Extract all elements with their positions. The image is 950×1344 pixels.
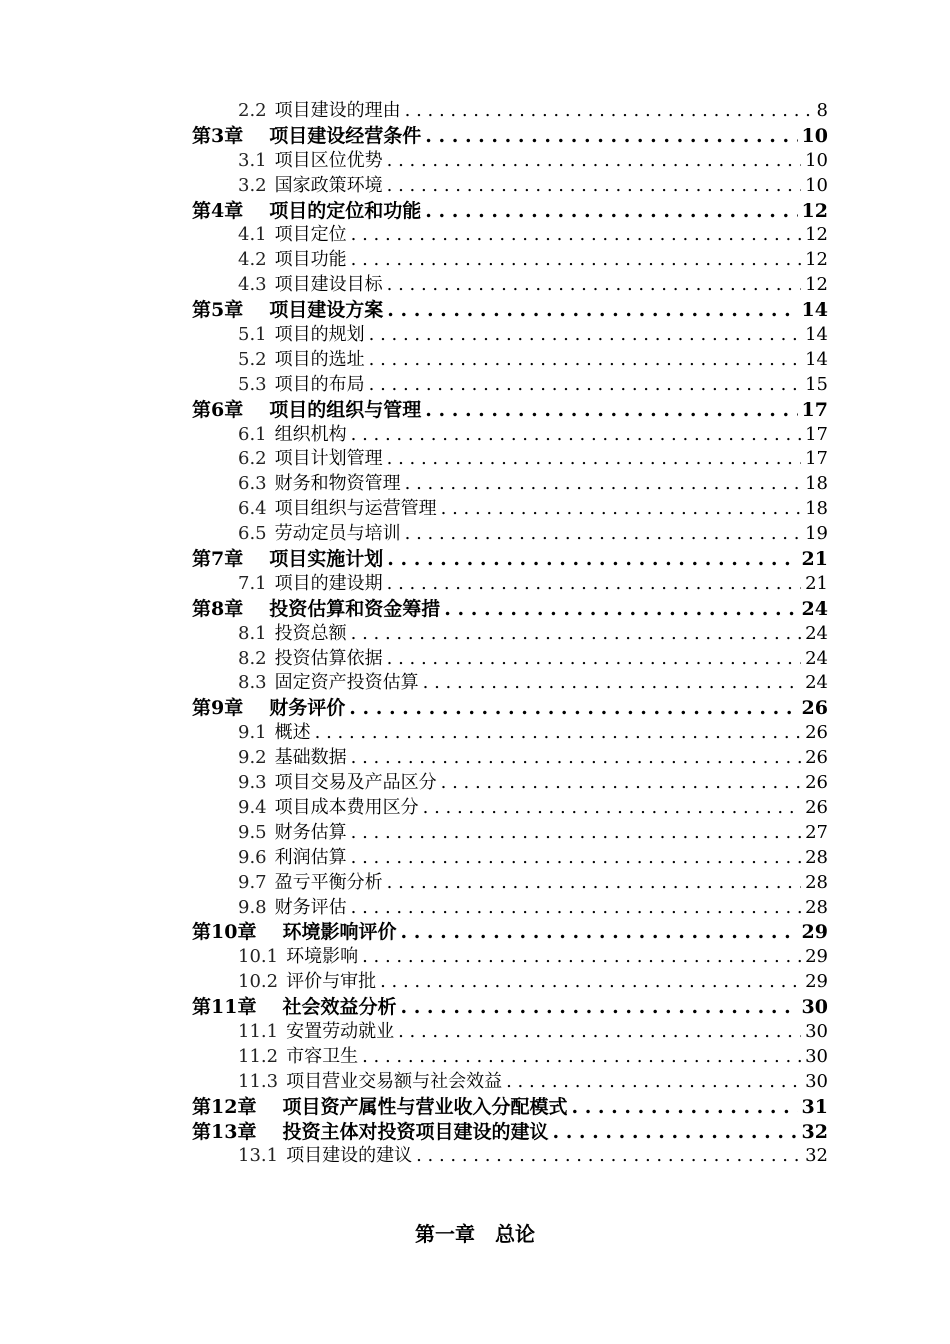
toc-section-entry[interactable] xyxy=(0,522,828,547)
toc-section-entry[interactable] xyxy=(0,796,828,821)
toc-entry-title: 项目建设目标 xyxy=(274,274,383,296)
dot-leader xyxy=(571,1095,797,1120)
dot-leader xyxy=(444,597,797,622)
toc-entry-title: 项目实施计划 xyxy=(269,548,384,571)
toc-entry-number: 8.2 xyxy=(238,647,267,669)
dot-leader xyxy=(441,771,801,796)
toc-entry-title: 社会效益分析 xyxy=(282,996,397,1019)
dot-leader xyxy=(380,970,801,995)
toc-entry-page-number: 24 xyxy=(805,647,828,669)
dot-leader xyxy=(400,920,797,945)
toc-section-entry[interactable] xyxy=(0,423,828,448)
toc-entry-title: 项目区位优势 xyxy=(274,149,383,171)
toc-entry-number: 9.8 xyxy=(238,896,267,918)
dot-leader xyxy=(351,248,801,273)
toc-section-entry[interactable] xyxy=(0,223,828,248)
toc-section-entry[interactable] xyxy=(0,846,828,871)
toc-entry-page-number: 32 xyxy=(801,1120,828,1143)
dot-leader xyxy=(351,896,801,921)
dot-leader xyxy=(405,99,813,124)
toc-entry-number: 第8章 xyxy=(192,597,244,620)
toc-entry-title: 市容卫生 xyxy=(286,1045,359,1067)
toc-entry-title: 项目的选址 xyxy=(274,348,365,370)
dot-leader xyxy=(351,846,801,871)
table-of-contents xyxy=(0,99,950,1169)
toc-entry-number: 13.1 xyxy=(238,1145,279,1167)
toc-entry-number: 第6章 xyxy=(192,398,244,421)
toc-entry-number: 6.2 xyxy=(238,448,267,470)
dot-leader xyxy=(405,522,801,547)
toc-entry-title: 盈亏平衡分析 xyxy=(274,871,383,893)
toc-entry-page-number: 14 xyxy=(805,324,828,346)
toc-entry-page-number: 29 xyxy=(805,946,828,968)
toc-entry-page-number: 28 xyxy=(805,846,828,868)
toc-entry-title: 项目交易及产品区分 xyxy=(274,772,437,794)
dot-leader xyxy=(351,223,801,248)
dot-leader xyxy=(351,423,801,448)
toc-entry-title: 项目的布局 xyxy=(274,373,365,395)
toc-entry-title: 环境影响评价 xyxy=(282,921,397,944)
toc-section-entry[interactable] xyxy=(0,970,828,995)
dot-leader xyxy=(369,323,801,348)
toc-entry-page-number: 12 xyxy=(805,274,828,296)
toc-entry-title: 利润估算 xyxy=(274,846,347,868)
toc-entry-number: 5.2 xyxy=(238,348,267,370)
toc-entry-page-number: 15 xyxy=(805,373,828,395)
toc-section-entry[interactable] xyxy=(0,1070,828,1095)
toc-entry-title: 评价与审批 xyxy=(286,971,377,993)
toc-chapter-entry[interactable] xyxy=(0,995,828,1020)
toc-entry-page-number: 14 xyxy=(801,299,828,322)
toc-section-entry[interactable] xyxy=(0,348,828,373)
toc-section-entry[interactable] xyxy=(0,647,828,672)
dot-leader xyxy=(423,796,801,821)
toc-section-entry[interactable] xyxy=(0,746,828,771)
dot-leader xyxy=(315,721,801,746)
toc-chapter-entry[interactable] xyxy=(0,1120,828,1145)
toc-entry-number: 第10章 xyxy=(192,921,257,944)
dot-leader xyxy=(398,1020,801,1045)
toc-entry-number: 9.2 xyxy=(238,747,267,769)
dot-leader xyxy=(423,671,801,696)
toc-entry-title: 项目组织与运营管理 xyxy=(274,498,437,520)
toc-entry-number: 9.5 xyxy=(238,821,267,843)
toc-entry-page-number: 8 xyxy=(816,100,828,121)
toc-entry-page-number: 21 xyxy=(801,548,828,571)
toc-section-entry[interactable] xyxy=(0,1144,828,1169)
toc-section-entry[interactable] xyxy=(0,472,828,497)
toc-entry-page-number: 29 xyxy=(801,921,828,944)
toc-entry-number: 6.3 xyxy=(238,473,267,495)
toc-entry-title: 概述 xyxy=(274,722,311,744)
toc-entry-number: 5.1 xyxy=(238,324,267,346)
toc-entry-title: 财务评价 xyxy=(269,697,346,720)
toc-section-entry[interactable] xyxy=(0,945,828,970)
toc-entry-title: 投资主体对投资项目建设的建议 xyxy=(282,1120,549,1143)
toc-section-entry[interactable] xyxy=(0,174,828,199)
toc-entry-title: 投资总额 xyxy=(274,622,347,644)
dot-leader xyxy=(387,447,801,472)
toc-entry-number: 第5章 xyxy=(192,299,244,322)
toc-entry-page-number: 27 xyxy=(805,821,828,843)
toc-entry-number: 6.1 xyxy=(238,423,267,445)
toc-section-entry[interactable] xyxy=(0,497,828,522)
toc-chapter-entry[interactable] xyxy=(0,696,828,721)
toc-entry-number: 4.1 xyxy=(238,224,267,246)
toc-entry-page-number: 17 xyxy=(805,423,828,445)
toc-entry-number: 9.7 xyxy=(238,871,267,893)
toc-entry-title: 基础数据 xyxy=(274,747,347,769)
toc-section-entry[interactable] xyxy=(0,323,828,348)
toc-entry-number: 4.2 xyxy=(238,249,267,271)
toc-chapter-entry[interactable] xyxy=(0,1095,828,1120)
toc-entry-page-number: 10 xyxy=(805,174,828,196)
dot-leader xyxy=(506,1070,801,1095)
toc-entry-title: 环境影响 xyxy=(286,946,359,968)
toc-entry-number: 3.2 xyxy=(238,174,267,196)
dot-leader xyxy=(425,124,797,149)
toc-entry-page-number: 24 xyxy=(805,622,828,644)
toc-entry-page-number: 18 xyxy=(805,473,828,495)
dot-leader xyxy=(349,696,797,721)
dot-leader xyxy=(387,871,801,896)
toc-entry-page-number: 17 xyxy=(805,448,828,470)
toc-entry-title: 组织机构 xyxy=(274,423,347,445)
toc-entry-title: 劳动定员与培训 xyxy=(274,523,401,545)
toc-entry-number: 第9章 xyxy=(192,697,244,720)
toc-section-entry[interactable] xyxy=(0,99,828,124)
toc-entry-title: 项目营业交易额与社会效益 xyxy=(286,1070,503,1092)
toc-entry-page-number: 28 xyxy=(805,871,828,893)
toc-entry-number: 第12章 xyxy=(192,1095,257,1118)
toc-section-entry[interactable] xyxy=(0,871,828,896)
dot-leader xyxy=(351,821,801,846)
toc-section-entry[interactable] xyxy=(0,572,828,597)
toc-entry-page-number: 28 xyxy=(805,896,828,918)
toc-entry-title: 安置劳动就业 xyxy=(286,1020,395,1042)
dot-leader xyxy=(387,149,801,174)
toc-section-entry[interactable] xyxy=(0,248,828,273)
toc-entry-title: 项目建设的建议 xyxy=(286,1145,413,1167)
toc-chapter-entry[interactable] xyxy=(0,597,828,622)
toc-entry-number: 8.3 xyxy=(238,672,267,694)
toc-section-entry[interactable] xyxy=(0,896,828,921)
toc-entry-title: 项目的定位和功能 xyxy=(269,199,422,222)
toc-entry-page-number: 17 xyxy=(801,398,828,421)
toc-entry-page-number: 10 xyxy=(801,124,828,147)
toc-section-entry[interactable] xyxy=(0,149,828,174)
dot-leader xyxy=(362,1045,801,1070)
toc-section-entry[interactable] xyxy=(0,821,828,846)
toc-entry-title: 项目建设经营条件 xyxy=(269,124,422,147)
toc-entry-number: 10.1 xyxy=(238,946,279,968)
dot-leader xyxy=(416,1144,801,1169)
toc-entry-page-number: 14 xyxy=(805,348,828,370)
toc-entry-title: 项目功能 xyxy=(274,249,347,271)
dot-leader xyxy=(425,398,797,423)
dot-leader xyxy=(387,174,801,199)
dot-leader xyxy=(405,472,801,497)
toc-chapter-entry[interactable] xyxy=(0,398,828,423)
toc-entry-page-number: 18 xyxy=(805,498,828,520)
toc-chapter-entry[interactable] xyxy=(0,124,828,149)
dot-leader xyxy=(369,348,801,373)
toc-entry-number: 5.3 xyxy=(238,373,267,395)
dot-leader xyxy=(351,746,801,771)
toc-entry-title: 项目的规划 xyxy=(274,324,365,346)
dot-leader xyxy=(441,497,801,522)
dot-leader xyxy=(387,273,801,298)
toc-entry-number: 11.2 xyxy=(238,1045,279,1067)
toc-section-entry[interactable] xyxy=(0,671,828,696)
toc-entry-number: 3.1 xyxy=(238,149,267,171)
toc-entry-title: 财务和物资管理 xyxy=(274,473,401,495)
toc-entry-number: 第11章 xyxy=(192,996,257,1019)
toc-entry-number: 9.6 xyxy=(238,846,267,868)
toc-section-entry[interactable] xyxy=(0,447,828,472)
dot-leader xyxy=(400,995,797,1020)
toc-entry-title: 国家政策环境 xyxy=(274,174,383,196)
toc-entry-title: 项目定位 xyxy=(274,224,347,246)
toc-entry-title: 财务评估 xyxy=(274,896,347,918)
toc-entry-number: 9.4 xyxy=(238,796,267,818)
toc-entry-page-number: 26 xyxy=(805,796,828,818)
toc-entry-title: 项目成本费用区分 xyxy=(274,796,419,818)
toc-entry-page-number: 26 xyxy=(805,772,828,794)
chapter-heading: 第一章 总论 xyxy=(415,1222,535,1246)
toc-entry-number: 第3章 xyxy=(192,124,244,147)
toc-entry-page-number: 31 xyxy=(801,1095,828,1118)
dot-leader xyxy=(351,622,801,647)
toc-entry-number: 9.3 xyxy=(238,772,267,794)
toc-chapter-entry[interactable] xyxy=(0,199,828,224)
toc-entry-number: 第13章 xyxy=(192,1120,257,1143)
toc-entry-number: 4.3 xyxy=(238,274,267,296)
dot-leader xyxy=(387,647,801,672)
toc-entry-number: 2.2 xyxy=(238,100,267,121)
toc-entry-number: 6.4 xyxy=(238,498,267,520)
toc-entry-page-number: 26 xyxy=(805,722,828,744)
toc-section-entry[interactable] xyxy=(0,622,828,647)
toc-chapter-entry[interactable] xyxy=(0,920,828,945)
toc-entry-title: 项目建设的理由 xyxy=(274,100,401,121)
toc-entry-number: 11.1 xyxy=(238,1020,279,1042)
toc-entry-title: 投资估算和资金筹措 xyxy=(269,597,441,620)
toc-entry-page-number: 24 xyxy=(801,597,828,620)
toc-entry-page-number: 30 xyxy=(801,996,828,1019)
toc-section-entry[interactable] xyxy=(0,1045,828,1070)
dot-leader xyxy=(387,572,801,597)
toc-entry-title: 项目建设方案 xyxy=(269,299,384,322)
toc-entry-page-number: 30 xyxy=(805,1045,828,1067)
toc-chapter-entry[interactable] xyxy=(0,298,828,323)
toc-entry-page-number: 12 xyxy=(801,199,828,222)
toc-entry-title: 固定资产投资估算 xyxy=(274,672,419,694)
dot-leader xyxy=(387,547,797,572)
toc-section-entry[interactable] xyxy=(0,721,828,746)
dot-leader xyxy=(362,945,801,970)
toc-entry-title: 财务估算 xyxy=(274,821,347,843)
dot-leader xyxy=(369,373,801,398)
toc-chapter-entry[interactable] xyxy=(0,547,828,572)
toc-entry-page-number: 26 xyxy=(801,697,828,720)
dot-leader xyxy=(387,298,797,323)
toc-entry-page-number: 30 xyxy=(805,1070,828,1092)
toc-entry-number: 10.2 xyxy=(238,971,279,993)
toc-entry-number: 第4章 xyxy=(192,199,244,222)
toc-entry-title: 项目的建设期 xyxy=(274,572,383,594)
toc-entry-page-number: 29 xyxy=(805,971,828,993)
dot-leader xyxy=(425,199,797,224)
toc-entry-number: 9.1 xyxy=(238,722,267,744)
toc-entry-number: 6.5 xyxy=(238,523,267,545)
toc-entry-title: 投资估算依据 xyxy=(274,647,383,669)
dot-leader xyxy=(552,1120,797,1145)
toc-entry-title: 项目计划管理 xyxy=(274,448,383,470)
toc-entry-number: 11.3 xyxy=(238,1070,279,1092)
toc-entry-page-number: 26 xyxy=(805,747,828,769)
toc-entry-page-number: 12 xyxy=(805,249,828,271)
toc-section-entry[interactable] xyxy=(0,273,828,298)
toc-entry-number: 7.1 xyxy=(238,572,267,594)
toc-entry-title: 项目的组织与管理 xyxy=(269,398,422,421)
toc-entry-page-number: 30 xyxy=(805,1020,828,1042)
toc-entry-number: 8.1 xyxy=(238,622,267,644)
toc-entry-title: 项目资产属性与营业收入分配模式 xyxy=(282,1095,568,1118)
toc-section-entry[interactable] xyxy=(0,771,828,796)
toc-entry-page-number: 32 xyxy=(805,1145,828,1167)
toc-entry-page-number: 10 xyxy=(805,149,828,171)
toc-section-entry[interactable] xyxy=(0,373,828,398)
toc-entry-page-number: 19 xyxy=(805,523,828,545)
toc-entry-page-number: 21 xyxy=(805,572,828,594)
toc-entry-page-number: 24 xyxy=(805,672,828,694)
toc-entry-number: 第7章 xyxy=(192,548,244,571)
toc-entry-page-number: 12 xyxy=(805,224,828,246)
toc-section-entry[interactable] xyxy=(0,1020,828,1045)
